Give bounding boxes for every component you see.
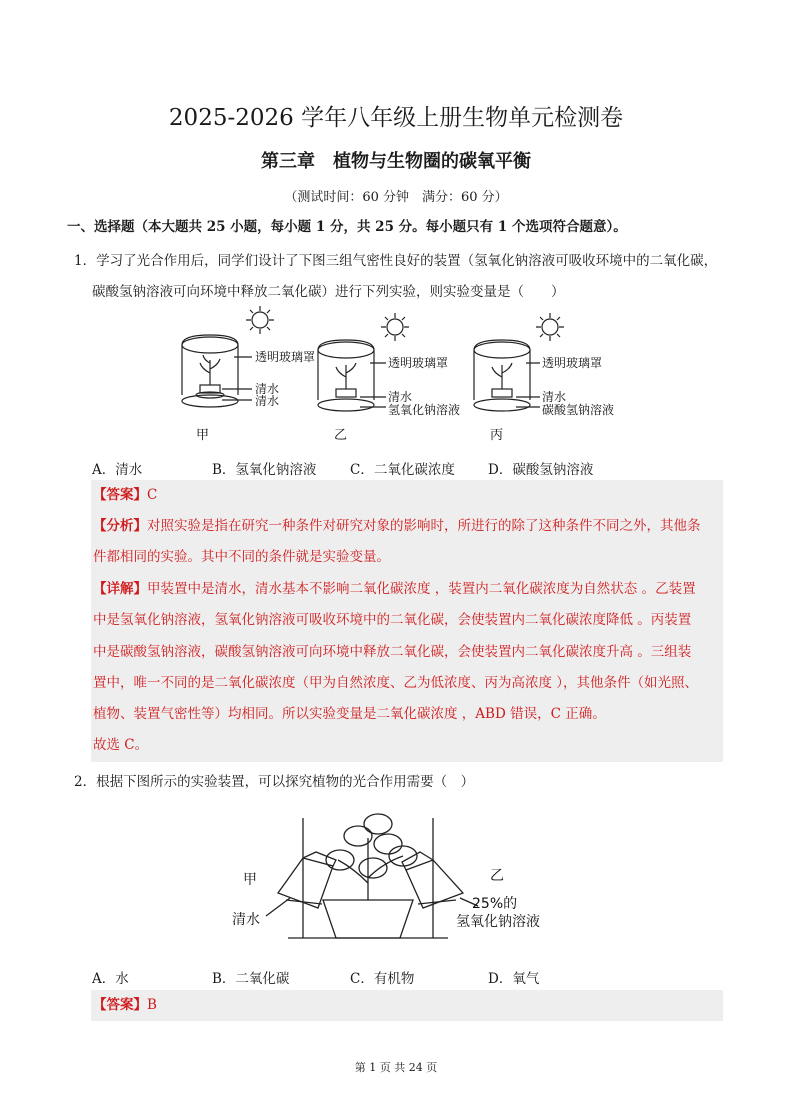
leaf-icon (374, 834, 402, 854)
q2-option-b: B．二氧化碳 (212, 971, 290, 987)
q2-option-a: A．水 (92, 971, 129, 987)
label-water: 清水 (542, 390, 567, 404)
label-bing: 丙 (490, 428, 504, 443)
q1-answer (93, 480, 157, 512)
bell-jar-jia (182, 335, 252, 407)
label-naoh: 氢氧化钠溶液 (456, 914, 540, 930)
label-water: 清水 (388, 390, 413, 404)
analysis-line: 对照实验是指在研究一种条件对研究对象的影响时，所进行的除了这种条件不同之外，其他条 (147, 518, 701, 534)
sun-icon (536, 313, 564, 341)
analysis-tag: 【分析】 (93, 518, 147, 534)
detail-line: 甲装置中是清水，清水基本不影响二氧化碳浓度 ，装置内二氧化碳浓度为自然状态 。乙装置 (147, 581, 696, 597)
bell-jar-bing (474, 340, 540, 411)
detail-line: 中是氢氧化钠溶液，氢氧化钠溶液可吸收环境中的二氧化碳，会使装置内二氧化碳浓度降低 。丙装置 (93, 612, 692, 628)
label-yi: 乙 (490, 868, 504, 884)
q2-option-d: D．氧气 (488, 971, 540, 987)
label-jar: 透明玻璃罩 (255, 350, 316, 364)
label-water: 清水 (232, 912, 260, 928)
sun-icon (381, 313, 409, 341)
label-naoh: 氢氧化钠溶液 (388, 403, 461, 417)
question-1-line-1: 1．学习了光合作用后，同学们设计了下图三组气密性良好的装置（氢氧化钠溶液可吸收环境中的二氧化碳， (74, 253, 718, 269)
q2-experiment-figure (228, 808, 588, 943)
option-d: D．碳酸氢钠溶液 (488, 462, 594, 478)
q2-option-c: C．有机物 (350, 971, 415, 987)
detail-line: 植物、装置气密性等）均相同。所以实验变量是二氧化碳浓度 ，ABD 错误，C 正确。 (93, 706, 606, 722)
question-1-line-2: 碳酸氢钠溶液可向环境中释放二氧化碳）进行下列实验，则实验变量是（ ） (92, 284, 565, 300)
q2-answer (93, 990, 157, 1022)
leaf-icon (344, 826, 372, 846)
option-b: B．氢氧化钠溶液 (212, 462, 317, 478)
page-footer: 第 1 页 共 24 页 (354, 1061, 438, 1074)
answer-tag: 【答案】 (93, 997, 147, 1013)
label-yi: 乙 (334, 428, 348, 443)
answer-value: C (147, 487, 158, 503)
label-water: 清水 (255, 382, 280, 396)
answer-tag: 【答案】 (93, 487, 147, 503)
q1-experiment-figure (170, 305, 630, 445)
question-2-line-1: 2．根据下图所示的实验装置，可以探究植物的光合作用需要（ ） (74, 774, 475, 790)
exam-meta: （测试时间：60 分钟 满分：60 分） (284, 190, 508, 205)
q2-answer-box (91, 990, 723, 1021)
label-jar: 透明玻璃罩 (542, 356, 603, 370)
q1-analysis (93, 511, 701, 543)
label-water: 清水 (255, 394, 280, 408)
detail-tag: 【详解】 (93, 581, 147, 597)
option-c: C．二氧化碳浓度 (350, 462, 455, 478)
chapter-subtitle: 第三章 植物与生物圈的碳氧平衡 (261, 151, 531, 172)
label-jia: 甲 (196, 428, 210, 443)
label-percent: 25%的 (472, 896, 518, 912)
conclusion: 故选 C。 (93, 737, 149, 753)
q1-answer-box (91, 480, 723, 762)
option-a: A．清水 (92, 462, 143, 478)
detail-line: 中是碳酸氢钠溶液，碳酸氢钠溶液可向环境中释放二氧化碳，会使装置内二氧化碳浓度升高 。三组装 (93, 644, 692, 660)
page-title: 2025-2026 学年八年级上册生物单元检测卷 (168, 105, 624, 131)
section-heading: 一、选择题（本大题共 25 小题，每小题 1 分，共 25 分。每小题只有 1 个选项符合题意）。 (67, 219, 627, 235)
label-jar: 透明玻璃罩 (388, 356, 449, 370)
analysis-line: 件都相同的实验。其中不同的条件就是实验变量。 (93, 549, 390, 565)
leaf-icon (359, 858, 387, 878)
answer-value: B (147, 997, 157, 1013)
leaf-icon (364, 814, 392, 834)
q1-detail (93, 574, 696, 606)
sun-icon (246, 306, 274, 334)
label-nahco3: 碳酸氢钠溶液 (542, 403, 615, 417)
leaf-icon (326, 850, 354, 870)
label-jia: 甲 (243, 872, 257, 888)
bell-jar-yi (318, 340, 386, 411)
detail-line: 置中，唯一不同的是二氧化碳浓度（甲为自然浓度、乙为低浓度、丙为高浓度 ），其他条件（如光照、 (93, 675, 699, 691)
